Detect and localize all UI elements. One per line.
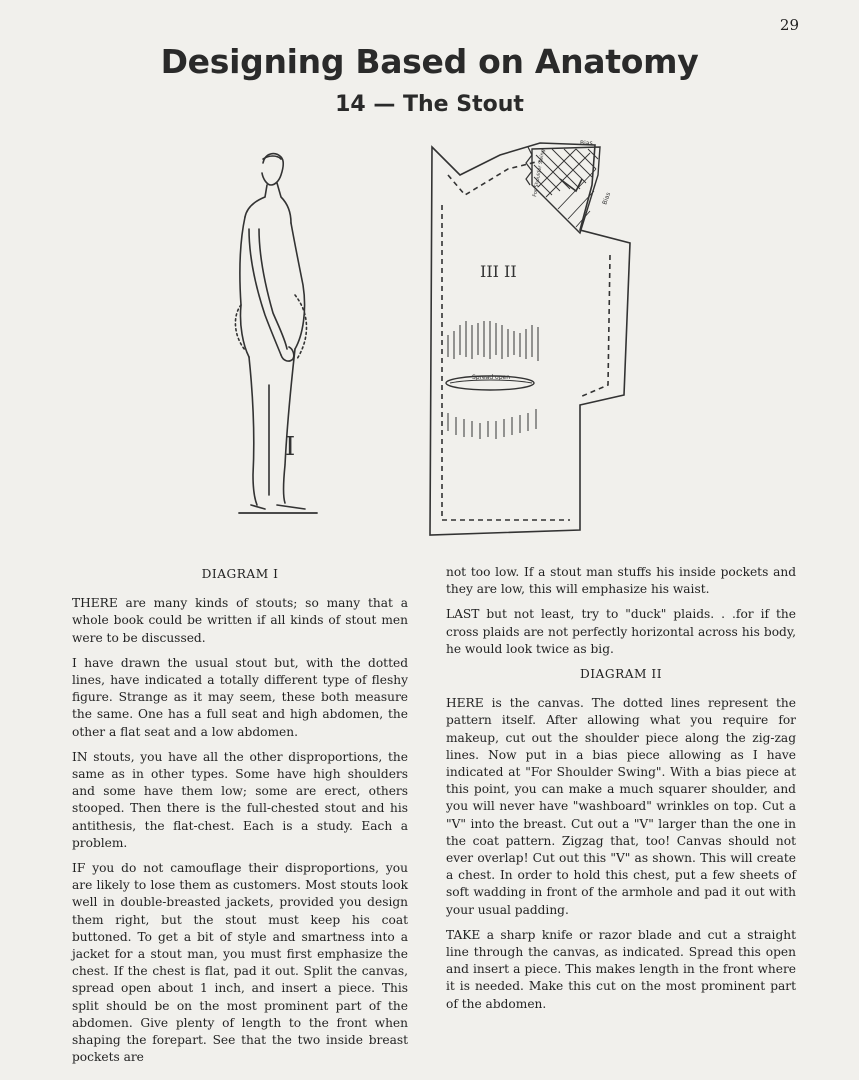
- bias-top-label: Bias: [580, 140, 593, 147]
- shoulder-swing-label: For Shoulder Swing: [532, 148, 547, 198]
- diagram-ii-heading: DIAGRAM II: [579, 667, 663, 682]
- paragraph: LAST but not least, try to "duck" plaids. . .for if the cross plaids are not perfectly horizontal across his body, he would look twice as big.: [446, 607, 796, 656]
- page-title: Designing Based on Anatomy: [160, 42, 699, 81]
- paragraph: IN stouts, you have all the other disproportions, the same as in other types. Some have high shoulders and some have them low; some are erect, others stooped. Then there is the full-chested stout and his antithesis, the flat-chest. Each is a study. Each a problem.: [72, 749, 408, 850]
- paragraph: THERE are many kinds of stouts; so many that a whole book could be written if all kinds of stout men were to be discussed.: [72, 596, 408, 645]
- paragraph: not too low. If a stout man stuffs his inside pockets and they are low, this will emphasize his waist.: [446, 565, 796, 597]
- canvas-numerals-label: III II: [480, 262, 517, 281]
- stout-man-figure: [225, 145, 325, 517]
- paragraph: HERE is the canvas. The dotted lines represent the pattern itself. After allowing what you require for makeup, cut out the shoulder piece along the zig-zag lines. Now put in a bias piece allowing as I have indicated at "For Shoulder Swing". With a bias piece at this point, you can make a much squarer shoulder, and you will never have "washboard" wrinkles on top. Cut a "V" into the breast. Cut out a "V" larger than the one in the coat pattern. Zigzag that, too! Canvas should not ever overlap! Cut out this "V" as shown. This will create a chest. In order to hold this chest, put a few sheets of soft wadding in front of the armhole and pad it out with your usual padding.: [446, 696, 796, 917]
- canvas-pattern-diagram: [420, 135, 640, 545]
- spread-open-label: Spread open: [472, 374, 511, 381]
- paragraph: TAKE a sharp knife or razor blade and cut a straight line through the canvas, as indicated. Spread this open and insert a piece. This makes length in the front where it is needed. Make this cut on the most prominent part of the abdomen.: [446, 927, 796, 1011]
- right-column: [446, 564, 796, 1021]
- page-number: 29: [779, 16, 799, 34]
- paragraph: I have drawn the usual stout but, with the dotted lines, have indicated a totally different type of fleshy figure. Strange as it may seem, these both measure the same. One has a full seat and high abdomen, the other a flat seat and a low abdomen.: [72, 655, 408, 739]
- diagram-i-heading: DIAGRAM I: [201, 567, 279, 581]
- figure-label-i: I: [285, 432, 296, 462]
- page-subtitle: 14 — The Stout: [335, 92, 524, 117]
- paragraph: IF you do not camouflage their disproportions, you are likely to lose them as customers. Most stouts look well in double-breasted jackets, provided you design them right, but the stout must keep his coat buttoned. To get a bit of style and smartness into a jacket for a stout man, you must first emphasize the chest. If the chest is flat, pad it out. Split the canvas, spread open about 1 inch, and insert a piece. This split should be on the most prominent part of the abdomen. Give plenty of length to the front when shaping the forepart. See that the two inside breast pockets are: [72, 861, 408, 1065]
- left-column: [72, 566, 408, 1074]
- bias-side-label: Bias: [601, 191, 613, 206]
